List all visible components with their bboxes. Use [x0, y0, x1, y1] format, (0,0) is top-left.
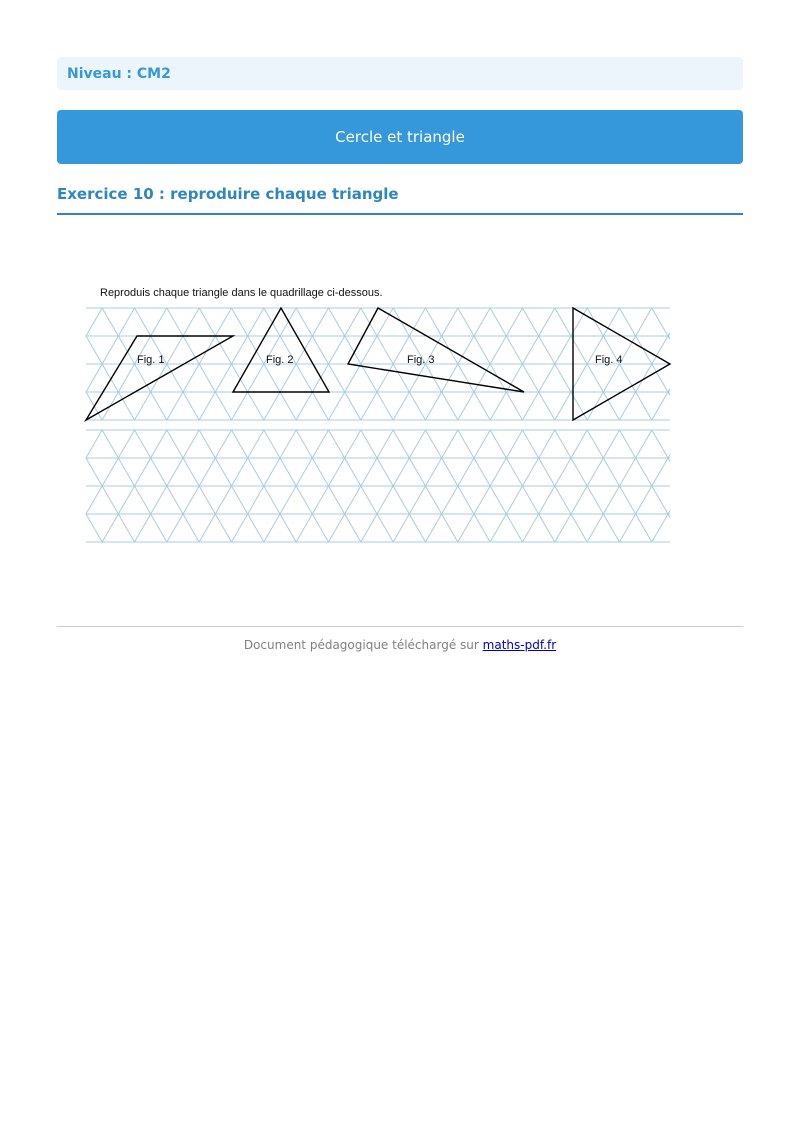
- grid-line: [668, 514, 670, 518]
- grid-line: [296, 458, 312, 486]
- grid-line: [151, 430, 167, 458]
- grid-line: [619, 430, 635, 458]
- grid-line: [393, 486, 409, 514]
- grid-line: [506, 458, 522, 486]
- grid-line: [361, 336, 377, 364]
- grid-line: [280, 458, 296, 486]
- grid-line: [636, 392, 652, 420]
- grid-line: [539, 336, 555, 364]
- grid-line: [474, 486, 490, 514]
- grid-line: [199, 514, 215, 542]
- grid-line: [118, 336, 134, 364]
- footer: [57, 638, 743, 652]
- grid-line: [652, 364, 668, 392]
- grid-line: [377, 392, 393, 420]
- grid-line: [425, 458, 441, 486]
- grid-line: [280, 486, 296, 514]
- grid-line: [636, 430, 652, 458]
- grid-line: [619, 308, 635, 336]
- grid-line: [619, 392, 635, 420]
- grid-line: [361, 430, 377, 458]
- grid-line: [668, 336, 670, 340]
- grid-line: [539, 364, 555, 392]
- grid-line: [296, 486, 312, 514]
- footer-text: Document pédagogique téléchargé sur: [243, 638, 479, 652]
- grid-bottom: [86, 430, 670, 542]
- level-label: Niveau : CM2: [67, 65, 171, 82]
- grid-line: [102, 308, 118, 336]
- footer-link[interactable]: maths-pdf.fr: [482, 638, 557, 652]
- grid-line: [652, 430, 668, 458]
- grid-line: [506, 364, 522, 392]
- level-box: [57, 57, 743, 90]
- grid-line: [151, 514, 167, 542]
- fig-label-4: Fig. 4: [595, 354, 623, 366]
- grid-line: [587, 458, 603, 486]
- grid-line: [652, 392, 668, 420]
- grid-line: [215, 392, 231, 420]
- grid-line: [296, 514, 312, 542]
- grid-line: [555, 514, 571, 542]
- grid-line: [442, 430, 458, 458]
- grid-line: [231, 392, 247, 420]
- grid-line: [490, 336, 506, 364]
- triangle-fig-2: [233, 308, 329, 392]
- grid-line: [215, 486, 231, 514]
- grid-line: [377, 364, 393, 392]
- grid-line: [102, 364, 118, 392]
- exercise-heading: [57, 185, 743, 215]
- grid-line: [539, 430, 555, 458]
- grid-line: [506, 392, 522, 420]
- grid-line: [587, 486, 603, 514]
- grid-line: [199, 458, 215, 486]
- grid-line: [361, 392, 377, 420]
- grid-line: [151, 392, 167, 420]
- grid-line: [248, 430, 264, 458]
- grid-line: [377, 458, 393, 486]
- grid-line: [474, 308, 490, 336]
- grid-line: [555, 458, 571, 486]
- grid-line: [231, 486, 247, 514]
- grid-line: [231, 430, 247, 458]
- grid-line: [296, 392, 312, 420]
- grid-line: [264, 458, 280, 486]
- grid-line: [377, 514, 393, 542]
- grid-line: [134, 392, 150, 420]
- grid-line: [134, 308, 150, 336]
- grid-line: [183, 430, 199, 458]
- grid-line: [425, 486, 441, 514]
- grid-line: [361, 486, 377, 514]
- grid-line: [603, 430, 619, 458]
- grid-line: [458, 308, 474, 336]
- grid-line: [668, 332, 670, 336]
- grid-line: [134, 486, 150, 514]
- grid-line: [555, 392, 571, 420]
- grid-line: [361, 514, 377, 542]
- grid-line: [280, 308, 296, 336]
- exercise-instruction: Reproduis chaque triangle dans le quadrillage ci-dessous.: [100, 287, 383, 299]
- grid-line: [393, 514, 409, 542]
- grid-line: [248, 392, 264, 420]
- grid-line: [296, 430, 312, 458]
- grid-line: [86, 308, 102, 336]
- grid-line: [183, 514, 199, 542]
- title-banner: [57, 110, 743, 164]
- grid-line: [603, 364, 619, 392]
- grid-line: [522, 392, 538, 420]
- grid-line: [474, 392, 490, 420]
- grid-line: [668, 388, 670, 392]
- grid-line: [118, 486, 134, 514]
- grid-line: [539, 392, 555, 420]
- grid-line: [215, 336, 231, 364]
- grid-line: [183, 364, 199, 392]
- grid-line: [345, 486, 361, 514]
- grid-line: [506, 336, 522, 364]
- grid-line: [442, 392, 458, 420]
- grid-line: [587, 514, 603, 542]
- grid-line: [118, 308, 134, 336]
- grid-line: [231, 364, 247, 392]
- grid-line: [442, 458, 458, 486]
- grid-line: [442, 514, 458, 542]
- grid-line: [668, 510, 670, 514]
- grid-line: [474, 336, 490, 364]
- grid-line: [393, 430, 409, 458]
- grid-line: [409, 392, 425, 420]
- grid-line: [215, 364, 231, 392]
- grid-line: [619, 486, 635, 514]
- grid-line: [86, 336, 102, 364]
- grid-line: [264, 430, 280, 458]
- grid-line: [539, 308, 555, 336]
- grid-line: [312, 430, 328, 458]
- grid-line: [248, 458, 264, 486]
- grid-line: [571, 486, 587, 514]
- grid-line: [522, 336, 538, 364]
- grid-line: [199, 392, 215, 420]
- grid-line: [555, 336, 571, 364]
- grid-line: [328, 392, 344, 420]
- grid-line: [215, 308, 231, 336]
- grid-line: [264, 308, 280, 336]
- grid-line: [652, 486, 668, 514]
- grid-line: [345, 514, 361, 542]
- grid-line: [118, 514, 134, 542]
- grid-line: [199, 486, 215, 514]
- grid-line: [652, 458, 668, 486]
- grid-line: [345, 430, 361, 458]
- grid-line: [603, 308, 619, 336]
- grid-line: [215, 514, 231, 542]
- grid-line: [409, 308, 425, 336]
- grid-line: [328, 308, 344, 336]
- grid-line: [539, 514, 555, 542]
- grid-line: [474, 430, 490, 458]
- grid-line: [571, 514, 587, 542]
- exercise-figure: [80, 280, 680, 550]
- grid-line: [86, 486, 102, 514]
- grid-line: [506, 486, 522, 514]
- grid-line: [668, 392, 670, 396]
- grid-line: [490, 308, 506, 336]
- grid-line: [539, 458, 555, 486]
- grid-line: [587, 364, 603, 392]
- grid-line: [587, 430, 603, 458]
- grid-line: [636, 486, 652, 514]
- grid-line: [409, 486, 425, 514]
- grid-line: [312, 392, 328, 420]
- grid-line: [102, 514, 118, 542]
- grid-line: [458, 336, 474, 364]
- grid-line: [425, 392, 441, 420]
- grid-line: [199, 364, 215, 392]
- grid-line: [345, 308, 361, 336]
- grid-line: [522, 308, 538, 336]
- triangle-grid-figure: [80, 280, 680, 550]
- grid-line: [328, 336, 344, 364]
- grid-line: [442, 486, 458, 514]
- grid-line: [425, 308, 441, 336]
- grid-line: [280, 514, 296, 542]
- grid-line: [167, 308, 183, 336]
- grid-line: [215, 458, 231, 486]
- grid-line: [425, 514, 441, 542]
- grid-line: [458, 364, 474, 392]
- grid-line: [134, 514, 150, 542]
- grid-line: [458, 486, 474, 514]
- grid-line: [603, 486, 619, 514]
- grid-line: [474, 458, 490, 486]
- grid-line: [345, 392, 361, 420]
- grid-line: [603, 392, 619, 420]
- grid-line: [522, 486, 538, 514]
- grid-line: [571, 430, 587, 458]
- grid-line: [248, 486, 264, 514]
- grid-line: [296, 364, 312, 392]
- grid-line: [636, 308, 652, 336]
- grid-line: [264, 486, 280, 514]
- grid-line: [458, 458, 474, 486]
- grid-line: [490, 430, 506, 458]
- grid-line: [167, 336, 183, 364]
- grid-line: [102, 486, 118, 514]
- grid-line: [280, 364, 296, 392]
- grid-line: [587, 392, 603, 420]
- grid-line: [555, 430, 571, 458]
- grid-line: [361, 458, 377, 486]
- grid-line: [425, 430, 441, 458]
- grid-line: [312, 308, 328, 336]
- grid-line: [490, 458, 506, 486]
- grid-top: [86, 308, 670, 420]
- grid-line: [506, 430, 522, 458]
- grid-line: [555, 364, 571, 392]
- grid-line: [312, 458, 328, 486]
- grid-line: [264, 514, 280, 542]
- grid-line: [636, 364, 652, 392]
- grid-line: [458, 430, 474, 458]
- grid-line: [183, 308, 199, 336]
- grid-line: [167, 364, 183, 392]
- grid-line: [522, 364, 538, 392]
- grid-line: [409, 430, 425, 458]
- grid-line: [86, 514, 102, 542]
- grid-line: [393, 364, 409, 392]
- grid-line: [377, 430, 393, 458]
- grid-line: [522, 458, 538, 486]
- grid-line: [199, 308, 215, 336]
- grid-line: [377, 336, 393, 364]
- grid-line: [442, 308, 458, 336]
- grid-line: [102, 430, 118, 458]
- grid-line: [345, 336, 361, 364]
- grid-line: [328, 486, 344, 514]
- grid-line: [652, 308, 668, 336]
- grid-line: [312, 486, 328, 514]
- grid-line: [636, 458, 652, 486]
- grid-line: [86, 430, 102, 458]
- grid-line: [442, 364, 458, 392]
- grid-line: [264, 364, 280, 392]
- fig-label-2: Fig. 2: [266, 354, 294, 366]
- grid-line: [86, 364, 102, 392]
- grid-line: [312, 336, 328, 364]
- grid-line: [555, 486, 571, 514]
- grid-line: [312, 514, 328, 542]
- grid-line: [296, 308, 312, 336]
- footer-divider: [57, 626, 743, 627]
- grid-line: [409, 458, 425, 486]
- grid-line: [571, 458, 587, 486]
- grid-line: [167, 514, 183, 542]
- grid-line: [118, 364, 134, 392]
- grid-line: [134, 430, 150, 458]
- grid-line: [199, 430, 215, 458]
- grid-line: [490, 486, 506, 514]
- grid-line: [280, 392, 296, 420]
- grid-line: [167, 392, 183, 420]
- grid-line: [490, 514, 506, 542]
- grid-line: [151, 486, 167, 514]
- grid-line: [215, 430, 231, 458]
- grid-line: [167, 430, 183, 458]
- grid-line: [102, 336, 118, 364]
- grid-line: [248, 514, 264, 542]
- grid-line: [183, 392, 199, 420]
- grid-line: [522, 514, 538, 542]
- grid-line: [264, 392, 280, 420]
- grid-line: [361, 308, 377, 336]
- grid-line: [506, 514, 522, 542]
- grid-line: [328, 364, 344, 392]
- grid-line: [506, 308, 522, 336]
- fig-label-3: Fig. 3: [407, 354, 435, 366]
- grid-line: [102, 458, 118, 486]
- grid-line: [183, 486, 199, 514]
- grid-line: [539, 486, 555, 514]
- grid-line: [248, 364, 264, 392]
- grid-line: [668, 454, 670, 458]
- grid-line: [118, 458, 134, 486]
- grid-line: [587, 308, 603, 336]
- grid-line: [231, 308, 247, 336]
- grid-line: [652, 336, 668, 364]
- grid-line: [458, 514, 474, 542]
- grid-line: [134, 458, 150, 486]
- grid-line: [328, 458, 344, 486]
- grid-line: [619, 514, 635, 542]
- grid-line: [636, 336, 652, 364]
- grid-line: [668, 458, 670, 462]
- exercise-title: Exercice 10 : reproduire chaque triangle: [57, 185, 399, 203]
- grid-line: [490, 392, 506, 420]
- grid-line: [555, 308, 571, 336]
- grid-line: [151, 308, 167, 336]
- grid-line: [183, 458, 199, 486]
- grid-line: [231, 336, 247, 364]
- grid-line: [393, 458, 409, 486]
- grid-line: [409, 364, 425, 392]
- grid-line: [280, 430, 296, 458]
- page-title: Cercle et triangle: [335, 128, 465, 146]
- grid-line: [231, 514, 247, 542]
- grid-line: [118, 430, 134, 458]
- grid-line: [377, 486, 393, 514]
- grid-line: [231, 458, 247, 486]
- grid-line: [86, 458, 102, 486]
- grid-line: [345, 458, 361, 486]
- grid-line: [393, 392, 409, 420]
- grid-line: [603, 514, 619, 542]
- grid-line: [522, 430, 538, 458]
- grid-line: [409, 514, 425, 542]
- grid-line: [345, 364, 361, 392]
- grid-line: [474, 514, 490, 542]
- fig-label-1: Fig. 1: [137, 354, 165, 366]
- grid-line: [328, 514, 344, 542]
- grid-line: [151, 458, 167, 486]
- grid-line: [458, 392, 474, 420]
- grid-line: [248, 308, 264, 336]
- grid-line: [603, 458, 619, 486]
- grid-line: [167, 486, 183, 514]
- grid-line: [328, 430, 344, 458]
- grid-line: [619, 458, 635, 486]
- grid-line: [248, 336, 264, 364]
- grid-line: [636, 514, 652, 542]
- grid-line: [652, 514, 668, 542]
- grid-line: [167, 458, 183, 486]
